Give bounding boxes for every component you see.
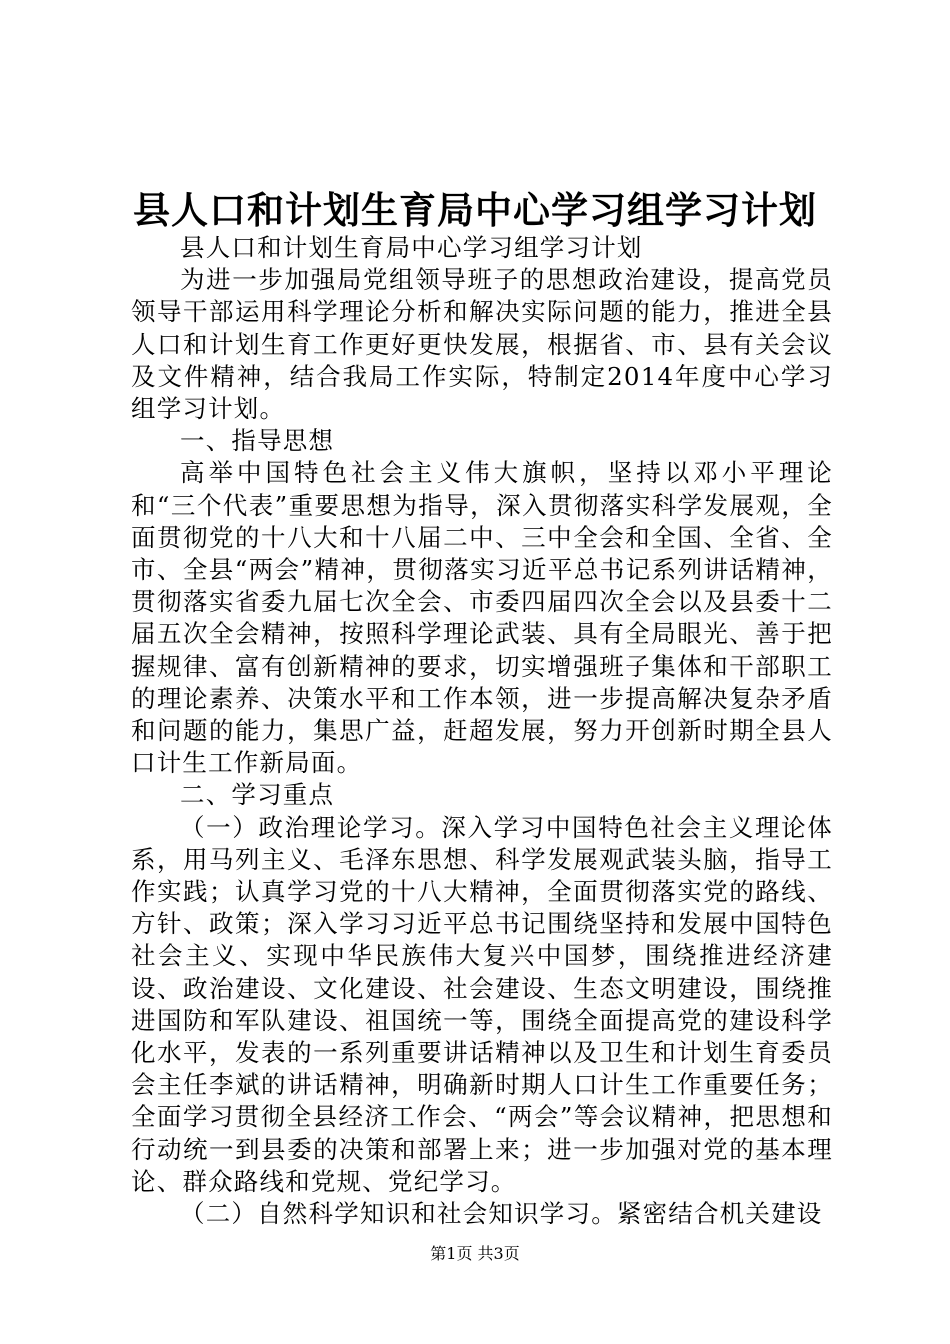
guiding-thought-paragraph: 高举中国特色社会主义伟大旗帜，坚持以邓小平理论和“三个代表”重要思想为指导，深入贯彻落实科学发展观，全面贯彻党的十八大和十八届二中、三中全会和全国、全省、全市、全县“两会”精神，贯彻落实习近平总书记系列讲话精神，贯彻落实省委九届七次全会、市委四届四次全会以及县委十二届五次全会精神，按照科学理论武装、具有全局眼光、善于把握规律、富有创新精神的要求，切实增强班子集体和干部职工的理论素养、决策水平和工作本领，进一步提高解决复杂矛盾和问题的能力，集思广益，赶超发展，努力开创新时期全县人口计生工作新局面。: [131, 458, 833, 778]
subtitle-paragraph: 县人口和计划生育局中心学习组学习计划: [180, 233, 643, 262]
page-number-footer: 第1页 共3页: [430, 1244, 520, 1263]
political-theory-paragraph: （一）政治理论学习。深入学习中国特色社会主义理论体系，用马列主义、毛泽东思想、科学发展观武装头脑，指导工作实践；认真学习党的十八大精神，全面贯彻落实党的路线、方针、政策；深入学习习近平总书记围绕坚持和发展中国特色社会主义、实现中华民族伟大复兴中国梦，围绕推进经济建设、政治建设、文化建设、社会建设、生态文明建设，围绕推进国防和军队建设、祖国统一等，围绕全面提高党的建设科学化水平，发表的一系列重要讲话精神以及卫生和计划生育委员会主任李斌的讲话精神，明确新时期人口计生工作重要任务；全面学习贯彻全县经济工作会、“两会”等会议精神，把思想和行动统一到县委的决策和部署上来；进一步加强对党的基本理论、群众路线和党规、党纪学习。: [131, 812, 833, 1196]
section-heading-study-focus: 二、学习重点: [180, 780, 335, 810]
intro-paragraph: 为进一步加强局党组领导班子的思想政治建设，提高党员领导干部运用科学理论分析和解决实际问题的能力，推进全县人口和计划生育工作更好更快发展，根据省、市、县有关会议及文件精神，结合我局工作实际，特制定2014年度中心学习组学习计划。: [131, 265, 833, 424]
document-title: 县人口和计划生育局中心学习组学习计划: [133, 188, 817, 232]
science-knowledge-paragraph: （二）自然科学知识和社会知识学习。紧密结合机关建设: [180, 1199, 823, 1229]
document-body: [131, 232, 833, 1230]
section-heading-guiding-thought: 一、指导思想: [180, 426, 335, 456]
